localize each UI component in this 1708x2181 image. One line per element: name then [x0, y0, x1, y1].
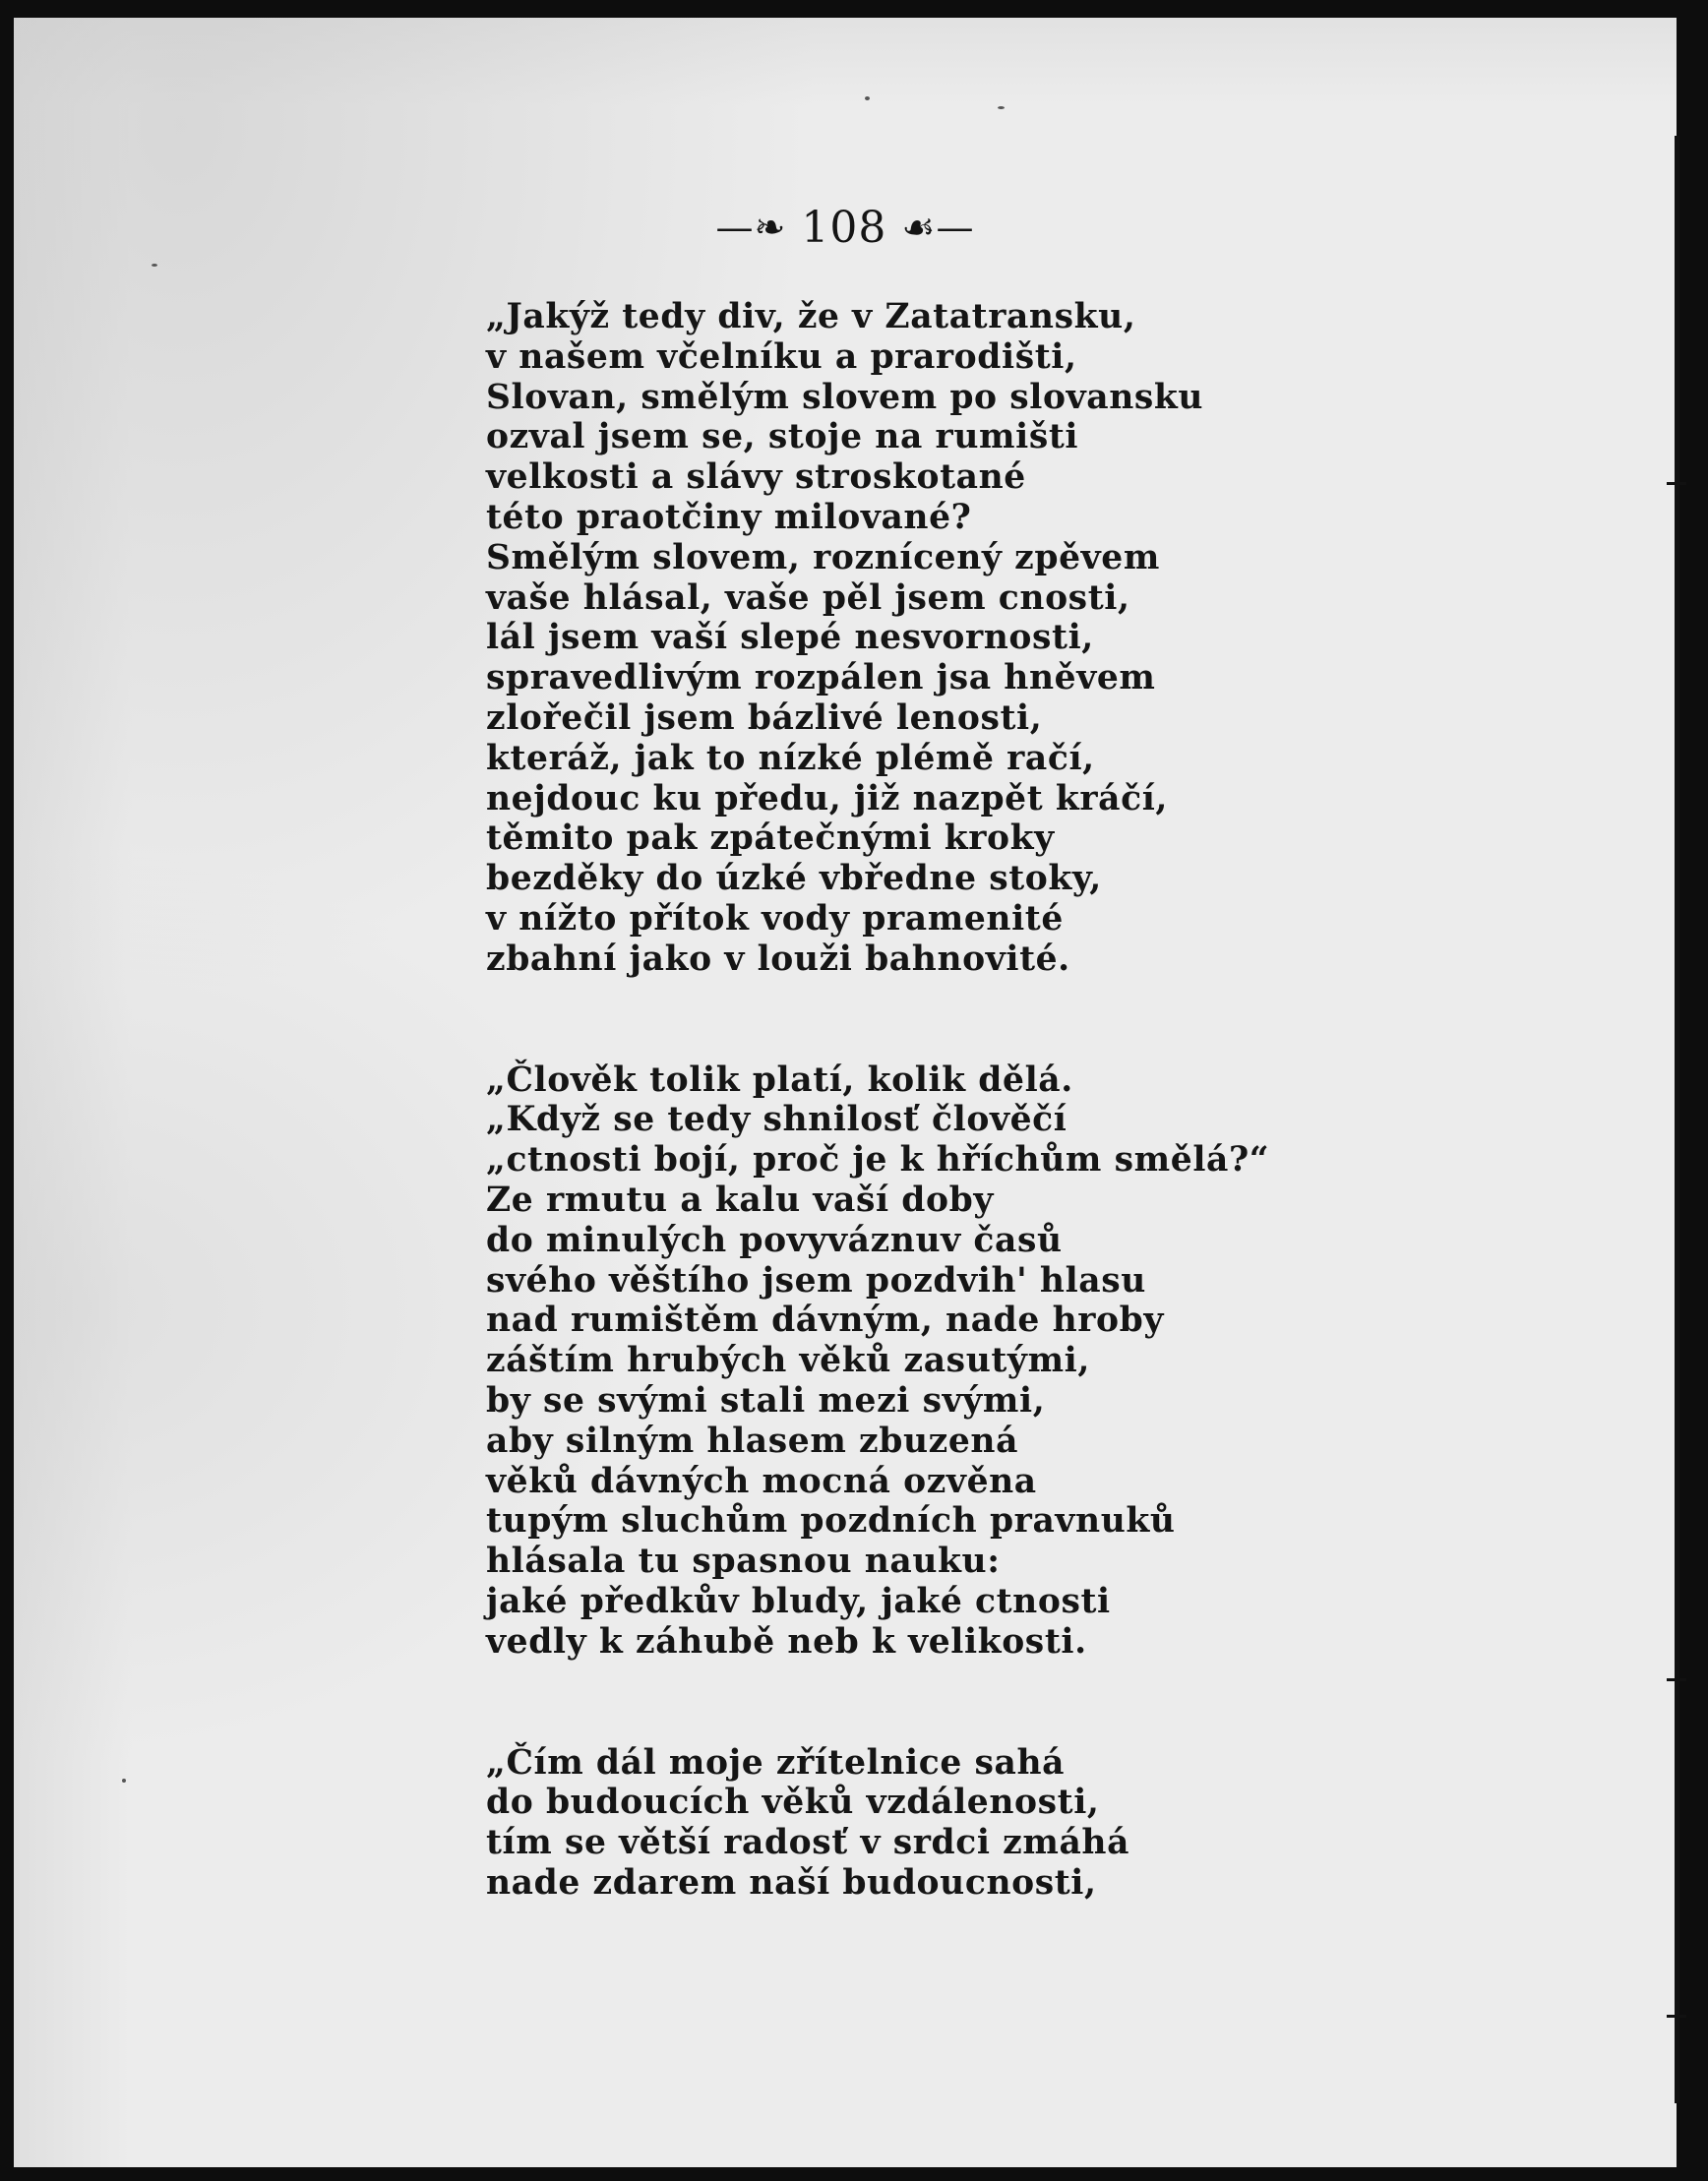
poem-line: do minulých povyváznuv časů — [486, 1220, 1063, 1260]
poem-line: v nížto přítok vody pramenité — [486, 898, 1064, 939]
poem-line: svého věštího jsem pozdvih' hlasu — [486, 1260, 1146, 1301]
poem-line: „Čím dál moje zřítelnice sahá — [486, 1742, 1066, 1783]
page-edge-shadow — [1675, 136, 1679, 2103]
poem-line: lál jsem vaší slepé nesvornosti, — [486, 618, 1094, 658]
paper-speck — [152, 264, 157, 267]
poem-line: jaké předkův bludy, jaké ctnosti — [486, 1581, 1111, 1621]
poem-line: vaše hlásal, vaše pěl jsem cnosti, — [486, 577, 1130, 618]
stanza — [486, 297, 1588, 980]
poem-line: velkosti a slávy stroskotané — [486, 457, 1026, 498]
poem-line: zlořečil jsem bázlivé lenosti, — [486, 697, 1043, 738]
poem-line: tím se větší radosť v srdci zmáhá — [486, 1823, 1130, 1863]
poem-line: zbahní jako v louži bahnovité. — [486, 939, 1070, 979]
poem-line: nad rumištěm dávným, nade hroby — [486, 1301, 1165, 1341]
paper-speck — [998, 106, 1005, 109]
poem-line: kteráž, jak to nízké plémě račí, — [486, 738, 1095, 778]
poem-line: do budoucích věků vzdálenosti, — [486, 1783, 1100, 1823]
edge-mark — [1667, 482, 1686, 485]
poem-line: „ctnosti bojí, proč je k hříchům smělá?“ — [486, 1140, 1270, 1181]
poem-line: „Když se tedy shnilosť člověčí — [486, 1100, 1068, 1140]
poem-text — [486, 297, 1588, 1904]
poem-line: „Jakýž tedy div, že v Zatatransku, — [486, 297, 1136, 336]
poem-line: bezděky do úzké vbředne stoky, — [486, 859, 1102, 899]
poem-line: nejdouc ku předu, již nazpět kráčí, — [486, 778, 1169, 818]
poem-line: Slovan, smělým slovem po slovansku — [486, 377, 1204, 417]
page-number-header — [14, 203, 1677, 253]
poem-line: těmito pak zpátečnými kroky — [486, 818, 1055, 859]
poem-line: ozval jsem se, stoje na rumišti — [486, 417, 1079, 457]
poem-line: Smělým slovem, roznícený zpěvem — [486, 537, 1160, 577]
ornament-right: ☙— — [901, 206, 975, 249]
page-number: 108 — [801, 203, 887, 253]
poem-line: této praotčiny milované? — [486, 497, 972, 537]
poem-line: „Člověk tolik platí, kolik dělá. — [486, 1060, 1073, 1100]
poem-line: by se svými stali mezi svými, — [486, 1380, 1046, 1421]
poem-line: věků dávných mocná ozvěna — [486, 1461, 1037, 1501]
stanza — [486, 1060, 1588, 1663]
poem-line: spravedlivým rozpálen jsa hněvem — [486, 658, 1156, 698]
poem-line: tupým sluchům pozdních pravnuků — [486, 1501, 1176, 1542]
poem-line: vedly k záhubě neb k velikosti. — [486, 1621, 1087, 1662]
edge-mark — [1667, 1678, 1686, 1681]
poem-line: v našem včelníku a prarodišti, — [486, 336, 1077, 377]
poem-line: aby silným hlasem zbuzená — [486, 1421, 1019, 1461]
paper-speck — [122, 1779, 126, 1783]
poem-line: záštím hrubých věků zasutými, — [486, 1341, 1090, 1381]
book-page — [14, 18, 1677, 2167]
ornament-left: —❧ — [715, 206, 787, 249]
edge-mark — [1667, 2015, 1686, 2018]
poem-line: Ze rmutu a kalu vaší doby — [486, 1180, 995, 1220]
poem-line: nade zdarem naší budoucnosti, — [486, 1862, 1097, 1903]
stanza — [486, 1743, 1588, 1904]
paper-speck — [865, 96, 870, 100]
poem-line: hlásala tu spasnou nauku: — [486, 1542, 1001, 1582]
